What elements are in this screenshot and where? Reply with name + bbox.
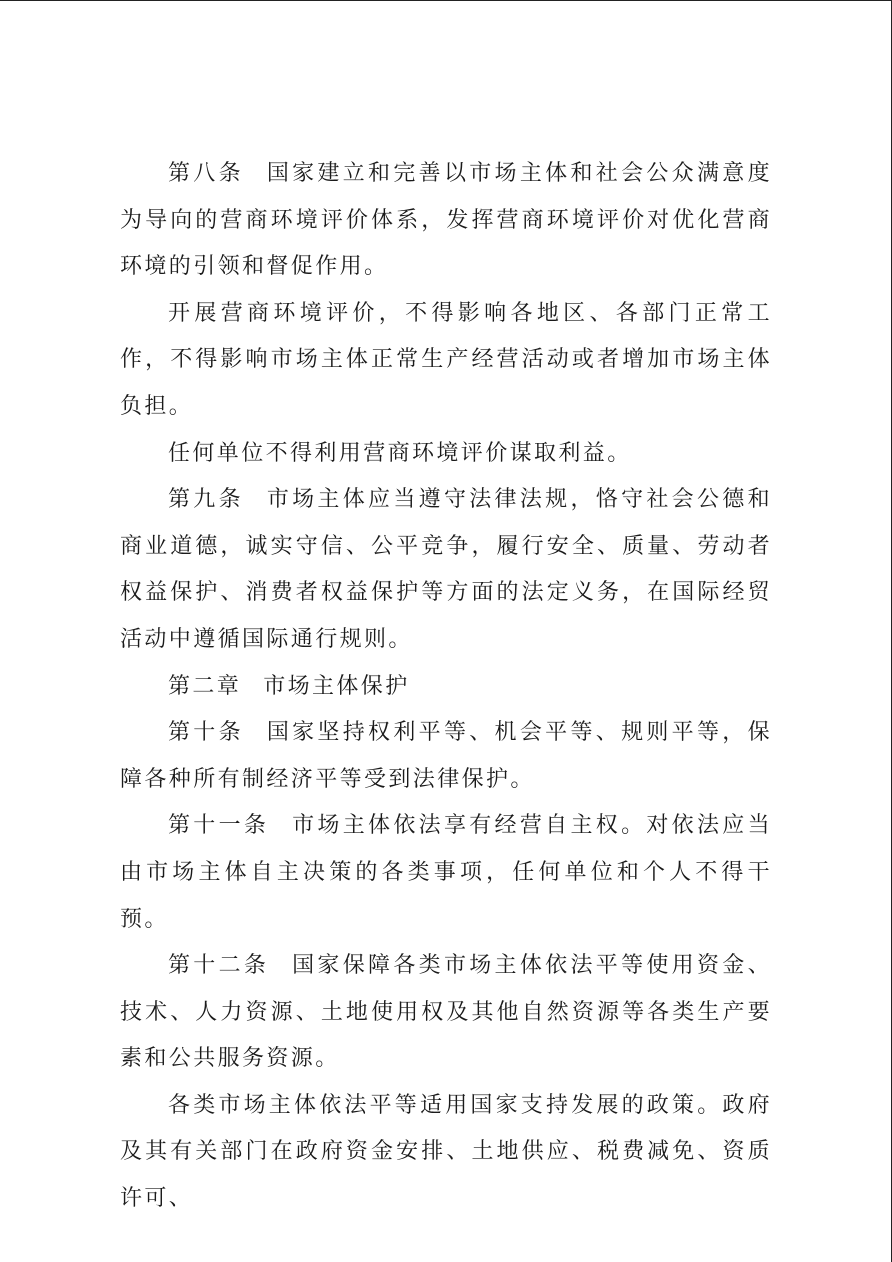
chapter-heading: 第二章	[168, 673, 242, 699]
paragraph-text: 国家坚持权利平等、机会平等、规则平等，保障各种所有制经济平等受到法律保护。	[120, 720, 772, 792]
paragraph-article-9	[120, 477, 772, 663]
paragraph-article-8-no-profit	[120, 431, 772, 478]
paragraph-article-10	[120, 710, 772, 803]
article-heading: 第十二条	[168, 953, 270, 979]
paragraph-article-12	[120, 943, 772, 1083]
paragraph-article-11	[120, 803, 772, 943]
paragraph-article-8	[120, 151, 772, 291]
paragraph-article-8-evaluation	[120, 291, 772, 431]
paragraph-text: 开展营商环境评价，不得影响各地区、各部门正常工作，不得影响市场主体正常生产经营活动或者增加市场主体负担。	[120, 300, 772, 419]
paragraph-text: 市场主体应当遵守法律法规，恪守社会公德和商业道德，诚实守信、公平竞争，履行安全、质量、劳动者权益保护、消费者权益保护等方面的法定义务，在国际经贸活动中遵循国际通行规则。	[120, 487, 772, 652]
article-heading: 第八条	[168, 161, 244, 186]
article-heading: 第十条	[168, 720, 244, 746]
document-body	[120, 151, 772, 1223]
paragraph-text: 各类市场主体依法平等适用国家支持发展的政策。政府及其有关部门在政府资金安排、土地供应、税费减免、资质许可、	[120, 1092, 772, 1212]
paragraph-article-12-policies	[120, 1083, 772, 1223]
paragraph-text: 国家建立和完善以市场主体和社会公众满意度为导向的营商环境评价体系，发挥营商环境评价对优化营商环境的引领和督促作用。	[120, 161, 772, 280]
chapter-title: 市场主体保护	[263, 673, 410, 699]
paragraph-text: 国家保障各类市场主体依法平等使用资金、技术、人力资源、土地使用权及其他自然资源等各类生产要素和公共服务资源。	[120, 953, 772, 1072]
chapter-2-title	[120, 664, 772, 711]
article-heading: 第十一条	[168, 813, 270, 839]
paragraph-text: 市场主体依法享有经营自主权。对依法应当由市场主体自主决策的各类事项，任何单位和个人不得干预。	[120, 813, 772, 932]
paragraph-text: 任何单位不得利用营商环境评价谋取利益。	[168, 440, 632, 466]
article-heading: 第九条	[168, 487, 244, 513]
